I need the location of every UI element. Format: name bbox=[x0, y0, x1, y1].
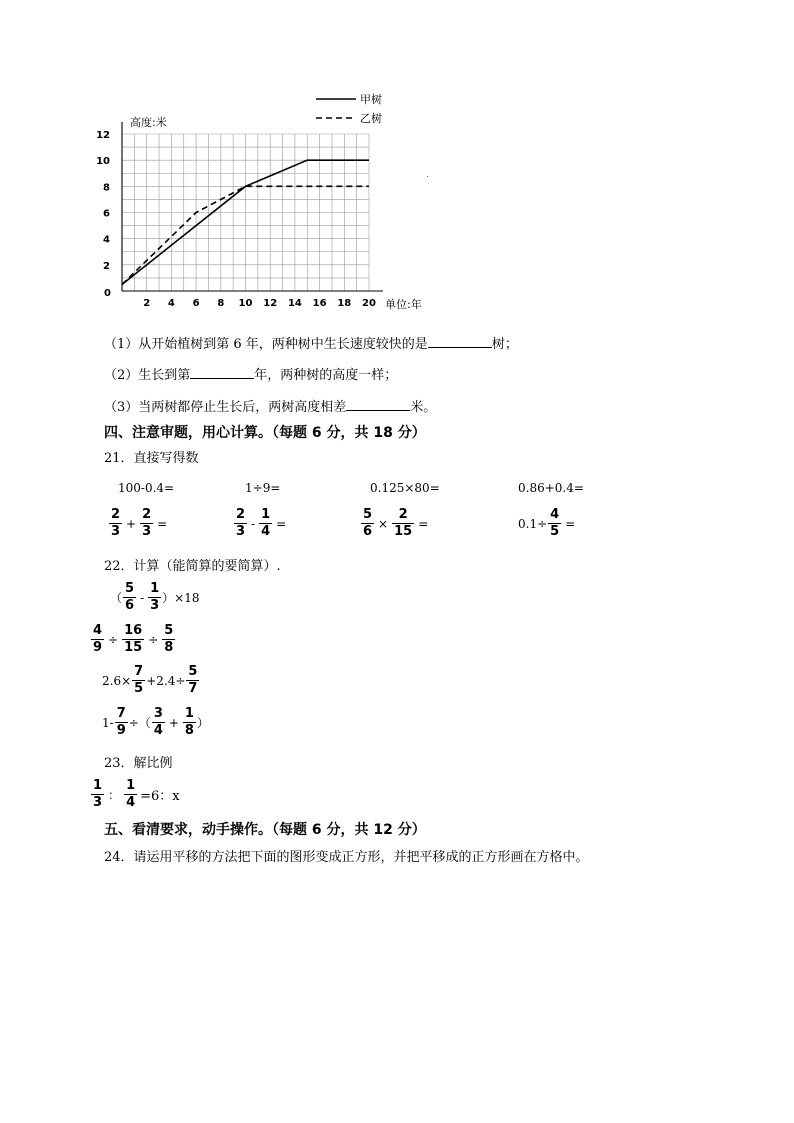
q22-expr-3: 2.6× $\frac{7}{5}$ +2.4÷ $\frac{5}{7}$ bbox=[102, 664, 198, 696]
fraction: $\frac{16}{15}$ bbox=[124, 623, 143, 655]
section-4-title: 四、注意审题，用心计算。（每题 6 分，共 18 分） bbox=[104, 425, 426, 441]
legend-label-1: 甲树 bbox=[360, 93, 382, 106]
fraction: $\frac{2}{3}$ bbox=[111, 507, 121, 539]
fraction: $\frac{5}{7}$ bbox=[188, 664, 198, 696]
q21-item-5: $\frac{2}{3}$ + $\frac{2}{3}$ = bbox=[111, 507, 168, 539]
fraction: $\frac{1}{4}$ bbox=[126, 778, 136, 810]
section-5-title: 五、看清要求，动手操作。（每题 6 分，共 12 分） bbox=[104, 822, 426, 838]
q21-title: 21．直接写得数 bbox=[104, 451, 199, 466]
fraction: $\frac{4}{9}$ bbox=[93, 623, 103, 655]
fraction: $\frac{2}{15}$ bbox=[394, 507, 413, 539]
q21-item-6: $\frac{2}{3}$ - $\frac{1}{4}$ = bbox=[236, 507, 287, 539]
q22-expr-2: $\frac{4}{9}$ ÷ $\frac{16}{15}$ ÷ $\frac{5}{8}$ bbox=[93, 623, 174, 655]
q23-equation: $\frac{1}{3}$ ： $\frac{1}{4}$ =6：x bbox=[93, 778, 180, 810]
fraction: $\frac{5}{6}$ bbox=[363, 507, 373, 539]
x-tick-label: 18 bbox=[337, 298, 352, 309]
q21-item-7: $\frac{5}{6}$ × $\frac{2}{15}$ = bbox=[363, 507, 429, 539]
x-tick-label: 4 bbox=[167, 298, 175, 309]
q20-3-text: （3）当两树都停止生长后，两树高度相差 bbox=[104, 400, 347, 415]
q20-2-text: （2）生长到第 bbox=[104, 368, 191, 383]
q20-1-text: （1）从开始植树到第 6 年，两种树中生长速度较快的是 bbox=[104, 337, 428, 352]
fraction: $\frac{7}{9}$ bbox=[116, 706, 126, 738]
fraction: $\frac{5}{6}$ bbox=[125, 581, 135, 613]
q20-line-3 bbox=[104, 396, 436, 415]
q22-expr-1: （ $\frac{5}{6}$ - $\frac{1}{3}$ ）×18 bbox=[110, 581, 200, 613]
fraction: $\frac{1}{8}$ bbox=[184, 706, 194, 738]
answer-blank[interactable] bbox=[428, 335, 492, 348]
q21-item-1: 100-0.4= bbox=[118, 481, 175, 495]
q23-title: 23．解比例 bbox=[104, 756, 173, 771]
chart-dot bbox=[427, 176, 428, 177]
legend-label-2: 乙树 bbox=[360, 112, 382, 125]
fraction: $\frac{1}{4}$ bbox=[261, 507, 271, 539]
q21-item-4: 0.86+0.4= bbox=[518, 481, 584, 495]
y-axis-label: 高度:米 bbox=[130, 116, 167, 129]
y-tick-label: 8 bbox=[103, 182, 110, 194]
x-tick-label: 12 bbox=[263, 298, 278, 309]
q20-line-2 bbox=[104, 364, 397, 383]
y-tick-label: 2 bbox=[103, 260, 110, 272]
q20-1-suffix: 树； bbox=[491, 337, 518, 352]
q20-3-suffix: 米。 bbox=[410, 400, 437, 415]
q22-title: 22．计算（能简算的要简算）. bbox=[104, 559, 281, 574]
q20-line-1 bbox=[104, 333, 518, 352]
origin-label: 0 bbox=[104, 288, 111, 299]
y-tick-label: 4 bbox=[103, 234, 110, 246]
x-tick-label: 14 bbox=[287, 298, 302, 309]
fraction: $\frac{2}{3}$ bbox=[236, 507, 246, 539]
fraction: $\frac{2}{3}$ bbox=[142, 507, 152, 539]
y-tick-label: 10 bbox=[96, 156, 110, 168]
fraction: $\frac{1}{3}$ bbox=[150, 581, 160, 613]
answer-blank[interactable] bbox=[346, 398, 410, 411]
x-tick-label: 2 bbox=[143, 298, 151, 309]
q20-2-suffix: 年，两种树的高度一样； bbox=[254, 368, 398, 383]
fraction: $\frac{1}{3}$ bbox=[93, 778, 103, 810]
fraction: $\frac{3}{4}$ bbox=[153, 706, 163, 738]
q22-expr-4: 1- $\frac{7}{9}$ ÷（ $\frac{3}{4}$ + $\frac{1}{8}$ ） bbox=[102, 706, 209, 738]
x-tick-label: 16 bbox=[312, 298, 327, 309]
q24-text: 24．请运用平移的方法把下面的图形变成正方形，并把平移成的正方形画在方格中。 bbox=[104, 850, 589, 865]
chart-grid bbox=[122, 134, 369, 291]
fraction: $\frac{5}{8}$ bbox=[164, 623, 174, 655]
x-tick-label: 6 bbox=[192, 298, 200, 309]
tree-height-chart bbox=[90, 86, 440, 316]
chart-legend bbox=[316, 92, 382, 125]
q21-item-3: 0.125×80= bbox=[370, 481, 440, 495]
q21-item-2: 1÷9= bbox=[245, 481, 281, 495]
fraction: $\frac{7}{5}$ bbox=[134, 664, 144, 696]
answer-blank[interactable] bbox=[190, 366, 254, 379]
x-tick-label: 10 bbox=[238, 298, 253, 309]
q21-item-8: 0.1÷ $\frac{4}{5}$ = bbox=[518, 507, 576, 539]
x-axis-label: 单位:年 bbox=[385, 298, 422, 311]
x-tick-label: 8 bbox=[217, 298, 225, 309]
y-tick-label: 6 bbox=[103, 208, 110, 220]
fraction: $\frac{4}{5}$ bbox=[550, 507, 560, 539]
x-tick-label: 20 bbox=[362, 298, 376, 309]
y-tick-label: 12 bbox=[96, 130, 110, 141]
